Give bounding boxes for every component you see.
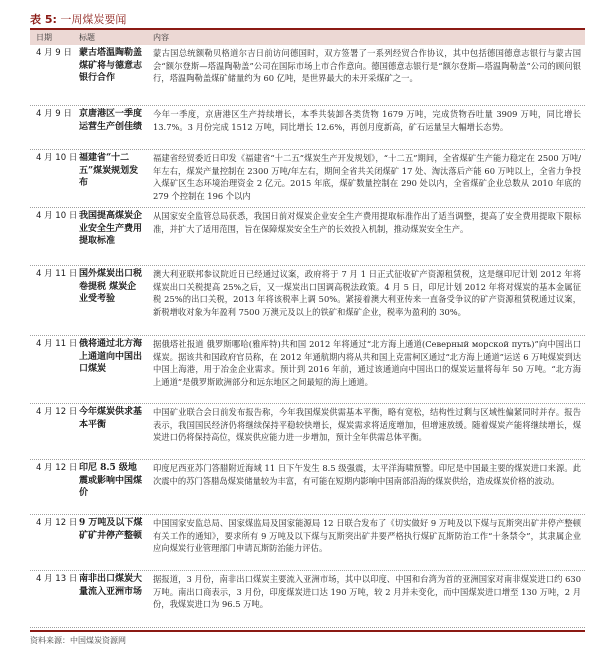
row-date: 4 月 10 日 — [36, 211, 78, 221]
row-date: 4 月 12 日 — [36, 463, 78, 473]
header-title: 标题 — [79, 33, 95, 42]
row-content: 中国国家安监总局、国家煤监局及国家能源局 12 日联合发布了《切实做好 9 万吨及以下煤与瓦斯突出矿井停产整顿有关工作的通知》，要求所有 9 万吨及以下煤与瓦斯突出矿井要严格执行煤矿瓦斯防治工作“十条禁令”，其隶属企业应向煤炭行业管理部门申请瓦斯防治能力评估。 — [153, 518, 581, 553]
header-content: 内容 — [153, 33, 169, 42]
table-header — [30, 30, 585, 45]
row-title: 9 万吨及以下煤矿矿井停产整顿 — [79, 518, 143, 541]
table-row — [30, 571, 585, 628]
row-content: 据报道，3 月份，南非出口煤炭主要流入亚洲市场，其中以印度、中国和台湾为首的亚洲国家对南非煤炭进口约 630 万吨。南出口商表示，3 月份，印度煤炭进口达 190 万吨，较 2 月并未变化，而中国煤炭进口增至 130 万吨，2 月份，我煤炭进口为 96.5 万吨。 — [153, 574, 581, 609]
row-date: 4 月 11 日 — [36, 269, 78, 279]
table-row — [30, 45, 585, 106]
row-content: 今年一季度，京唐港区生产持续增长，本季共装卸各类货物 1679 万吨，完成货物吞吐量 3909 万吨，同比增长 13.7%。3 月份完成 1512 万吨，同比增长 12.6%，再创月度新高，矿石运量呈大幅增长态势。 — [153, 109, 581, 132]
table-row — [30, 106, 585, 150]
row-title: 福建省“十二五”煤炭规划发布 — [79, 153, 139, 188]
table-row — [30, 208, 585, 266]
row-title: 俄将通过北方海上通道向中国出口煤炭 — [79, 339, 143, 374]
row-date: 4 月 12 日 — [36, 518, 78, 528]
row-date: 4 月 12 日 — [36, 407, 78, 417]
table-label: 表 5: — [30, 13, 57, 26]
table-title — [30, 12, 585, 30]
row-title: 南非出口煤炭大量流入亚洲市场 — [79, 574, 143, 597]
table-row — [30, 460, 585, 515]
table-row — [30, 336, 585, 404]
row-content: 蒙古国总统额勒贝格道尔吉日前访问德国时，双方签署了一系列经贸合作协议，其中包括德国德意志银行与蒙古国会“额尔登斯—塔温陶勒盖”公司在国际市场上市合作意向。德国德意志银行是“额尔登斯—塔温陶勒盖”公司的顾问银行，塔温陶勒盖煤矿储量约为 60 亿吨，是世界最大的未开采煤矿之一。 — [153, 48, 581, 83]
row-date: 4 月 9 日 — [36, 48, 72, 58]
table-row — [30, 515, 585, 571]
row-date: 4 月 9 日 — [36, 109, 72, 119]
row-content: 中国矿业联合会日前发布报告称，今年我国煤炭供需基本平衡，略有宽松，结构性过剩与区域性偏紧同时并存。报告表示，我国国民经济仍将继续保持平稳较快增长，煤炭需求将适度增加，但增速放缓。随着煤炭产能将继续增长，煤炭进口仍将保持高位，煤炭供应能力进一步增加，预计全年供需总体平衡。 — [153, 407, 581, 442]
row-title: 印尼 8.5 级地震或影响中国煤价 — [79, 463, 143, 498]
row-title: 京唐港区一季度运营生产创佳绩 — [79, 109, 143, 132]
row-title: 今年煤炭供求基本平衡 — [79, 407, 143, 430]
row-content: 澳大利亚联邦参议院近日已经通过议案，政府将于 7 月 1 日正式征收矿产资源租赁税，这是继印尼计划 2012 年将煤炭出口关税提高 25%之后，又一煤炭出口国调高税法政策。4 月 5 日，印尼计划 2012 年将对煤炭的基本金属征税 25%的出口关税，2013 年将该税率上调 50%。紧接着澳大利亚传来一直备受争议的矿产资源租赁税通过议案，新税增收对象为年盈利 7500 万澳元及以上的铁矿和煤矿企业，税率为盈利的 30%。 — [153, 269, 581, 317]
row-content: 福建省经贸委近日印发《福建省“十二五”煤炭生产开发规划》，“十二五”期间，全省煤矿生产能力稳定在 2500 万吨/年左右，煤炭产量控制在 2300 万吨/年左右，期间全省共关闭煤矿 17 处、淘汰落后产能 60 万吨以上，全省力争投入煤矿区生态环境治理资金 2 亿元。2015 年底，煤矿数量控制在 290 处以内，全省煤矿企业总数从 2010 年底的 279 个控制在 196 个以内 — [153, 153, 581, 201]
news-table-section — [30, 12, 585, 646]
row-date: 4 月 13 日 — [36, 574, 78, 584]
table-title-text: 一周煤炭要闻 — [60, 13, 127, 26]
row-date: 4 月 10 日 — [36, 153, 78, 163]
row-date: 4 月 11 日 — [36, 339, 78, 349]
row-content: 印度尼西亚苏门答腊附近海域 11 日下午发生 8.5 级强震，太平洋海啸预警。印尼是中国最主要的煤炭进口来源。此次震中的苏门答腊岛煤炭储量较为丰富，有可能在短期内影响中国南部沿海的煤炭供给，造成煤炭价格的波动。 — [153, 463, 581, 486]
table-row — [30, 404, 585, 460]
row-content: 据俄塔社报道 俄罗斯哪哈(雅库特)共和国 2012 年将通过“北方海上通道(Северный морской путь)”向中国出口煤炭。据该共和国政府官员称，在 2012 年通航期内将从共和国上克雷柯区通过“北方海上通道”运送 6 万吨煤炭到达中国上海港，用于冶金企业需求。预计到 2016 年前，通过该通道向中国出口的煤炭运量将每年 50 万吨。“北方海上通道”是俄罗斯欧洲部分和远东地区之间最短的海上通道。 — [153, 339, 581, 387]
table-row — [30, 150, 585, 208]
header-date: 日期 — [36, 33, 52, 42]
row-title: 蒙古塔温陶勒盖煤矿将与德意志银行合作 — [79, 48, 143, 83]
source-note: 资料来源：中国煤炭资源网 — [30, 630, 585, 646]
row-title: 我国提高煤炭企业安全生产费用提取标准 — [79, 211, 143, 246]
table-row — [30, 266, 585, 336]
row-content: 从国家安全监管总局获悉，我国日前对煤炭企业安全生产费用提取标准作出了适当调整，提高了安全费用提取下限标准，并扩大了适用范围，旨在保障煤炭安全生产的长效投入机制，推动煤炭安全生产。 — [153, 211, 581, 234]
row-title: 国外煤炭出口税卷提税 煤炭企业受考验 — [79, 269, 143, 304]
